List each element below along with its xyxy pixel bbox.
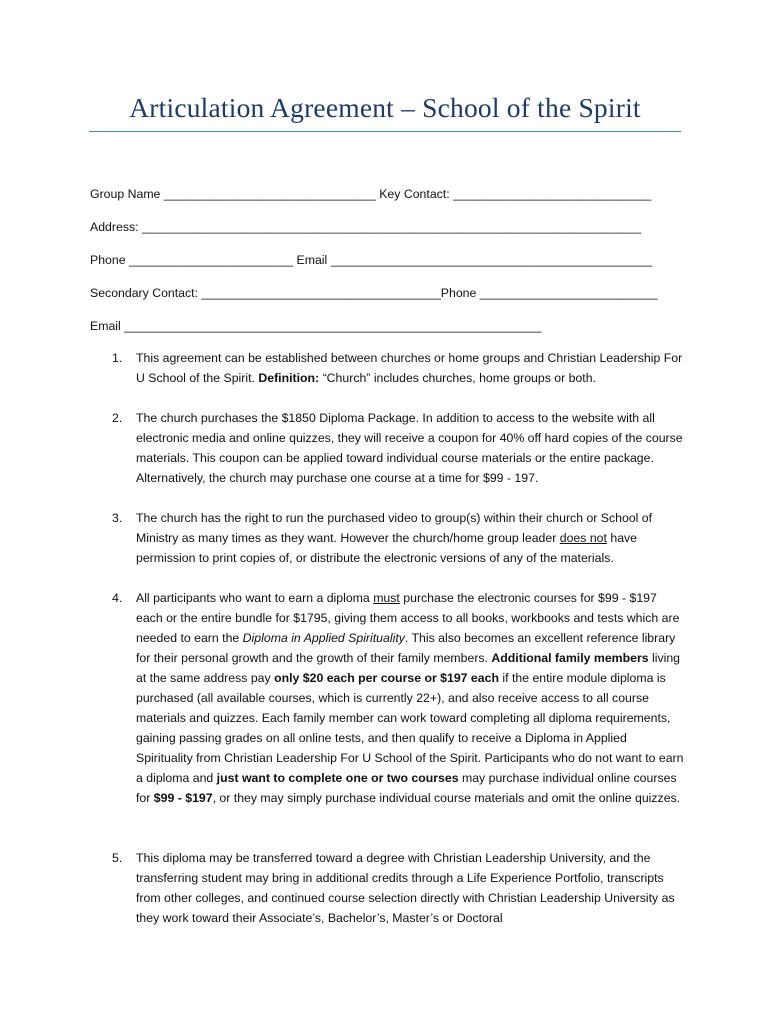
item-number: 1. <box>112 351 123 365</box>
address-line: Address: _________________________________________________________________________ <box>90 220 642 234</box>
item-text: The church purchases the $1850 Diploma Package. In addition to access to the website with all electronic media and online quizzes, they will receive a coupon for 40% off hard copies of the course materials. This coupon can be applied toward individual course materials or the entire package. Alternatively, the church may purchase one course at a time for $99 - 197. <box>136 411 683 485</box>
title-underline <box>89 131 681 132</box>
item-text: This diploma may be transferred toward a degree with Christian Leadership University, and the transferring student may bring in additional credits through a Life Experience Portfolio, transcripts from other colleges, and continued course selection directly with Christian Leadership University as they work toward their Associate’s, Bachelor’s, Master’s or Doctoral <box>136 851 675 925</box>
item-number: 3. <box>112 511 123 525</box>
secondary-contact-line: Secondary Contact: ___________________________________Phone __________________________ <box>90 286 658 300</box>
item-number: 2. <box>112 411 123 425</box>
phone-email-line: Phone ________________________ Email _______________________________________________ <box>90 253 653 267</box>
item-text: The church has the right to run the purchased video to group(s) within their church or School of Ministry as many times as they want. However the church/home group leader does not have permission to print copies of, or distribute the electronic versions of any of the materials. <box>136 511 653 565</box>
item-number: 5. <box>112 851 123 865</box>
email-line: Email _____________________________________________________________ <box>90 319 542 333</box>
document-title: Articulation Agreement – School of the Spirit <box>129 92 641 123</box>
item-text: All participants who want to earn a diploma must purchase the electronic courses for $99 - $197 each or the entire bundle for $1795, giving them access to all books, workbooks and tests which are needed to earn the Diploma in Applied Spirituality. This also becomes an excellent reference library for their personal growth and the growth of their family members. Additional family members living at the same address pay only $20 each per course or $197 each if the entire module diploma is purchased (all available courses, which is currently 22+), and also receive access to all course materials and quizzes. Each family member can work toward completing all diploma requirements, gaining passing grades on all online tests, and then qualify to receive a Diploma in Applied Spirituality from Christian Leadership For U School of the Spirit. Participants who do not want to earn a diploma and just want to complete one or two courses may purchase individual online courses for $99 - $197, or they may simply purchase individual course materials and omit the online quizzes. <box>136 591 684 805</box>
item-text: This agreement can be established between churches or home groups and Christian Leadership For U School of the Spirit. Definition: “Church” includes churches, home groups or both. <box>136 351 683 385</box>
item-number: 4. <box>112 591 123 605</box>
group-name-key-contact-line: Group Name _______________________________ Key Contact: _____________________________ <box>90 187 652 201</box>
